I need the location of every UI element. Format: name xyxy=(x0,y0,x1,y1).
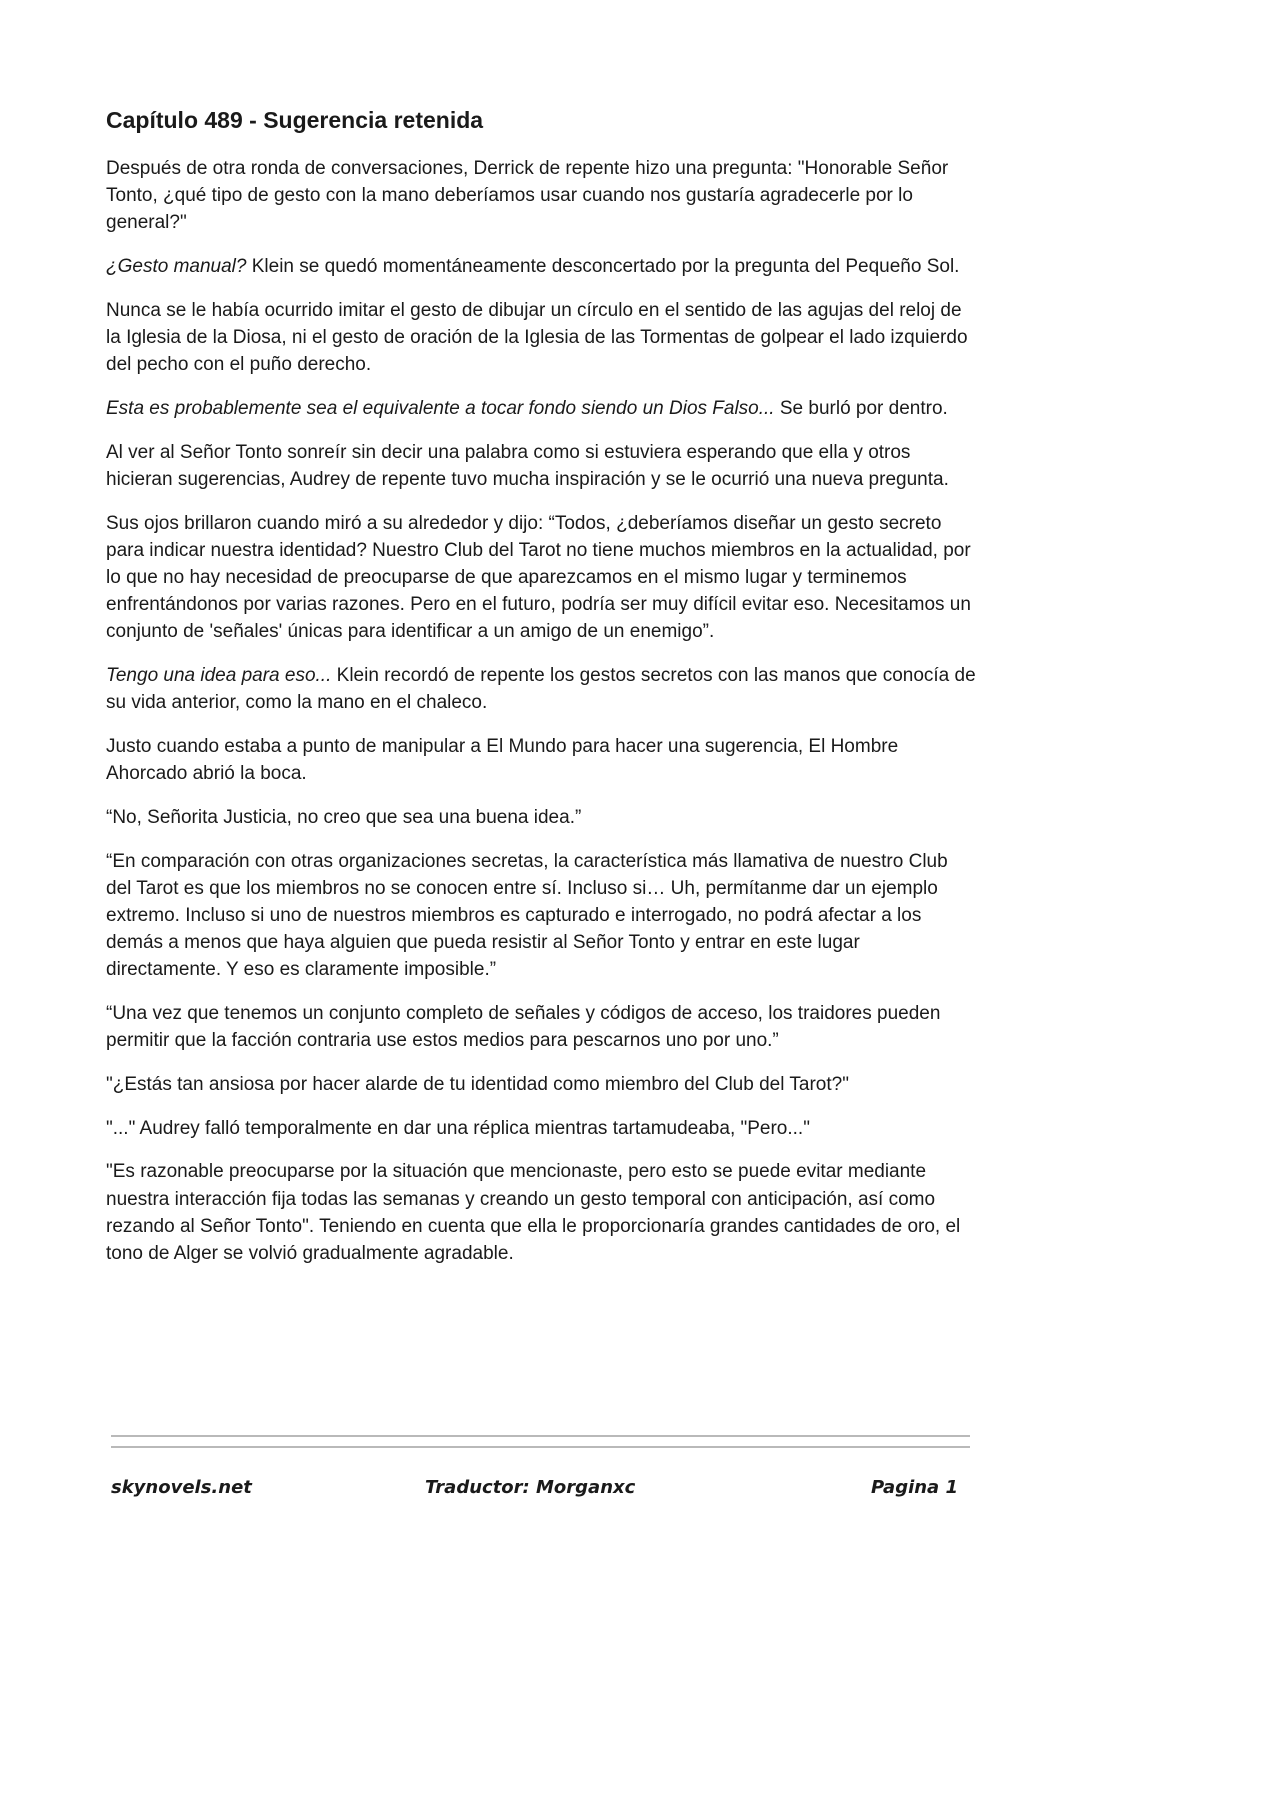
paragraph-text: “No, Señorita Justicia, no creo que sea una buena idea.” xyxy=(106,806,582,828)
chapter-body xyxy=(106,155,978,1267)
paragraph xyxy=(106,395,978,422)
paragraph-text: Se burló por dentro. xyxy=(774,397,948,419)
paragraph xyxy=(106,1000,978,1054)
paragraph xyxy=(106,804,978,831)
paragraph xyxy=(106,1158,978,1267)
paragraph-text: Klein se quedó momentáneamente desconcertado por la pregunta del Pequeño Sol. xyxy=(246,256,960,278)
paragraph-text: Sus ojos brillaron cuando miró a su alrededor y dijo: “Todos, ¿deberíamos diseñar un gesto secreto para indicar nuestra identidad? Nuestro Club del Tarot no tiene muchos miembros en la actualidad, por lo que no hay necesidad de preocuparse de que aparezcamos en el mismo lugar y terminemos enfrentándonos por varias razones. Pero en el futuro, podría ser muy difícil evitar eso. Necesitamos un conjunto de 'señales' únicas para identificar a un amigo de un enemigo”. xyxy=(106,512,971,643)
paragraph-text: Después de otra ronda de conversaciones, Derrick de repente hizo una pregunta: "Honorable Señor Tonto, ¿qué tipo de gesto con la mano deberíamos usar cuando nos gustaría agradecerle por lo general?" xyxy=(106,158,949,234)
footer-divider-top xyxy=(111,1435,970,1437)
page-footer xyxy=(111,1473,970,1503)
footer-site-name: skynovels.net xyxy=(111,1477,252,1498)
paragraph xyxy=(106,662,978,716)
paragraph xyxy=(106,1115,978,1142)
paragraph-text: Justo cuando estaba a punto de manipular a El Mundo para hacer una sugerencia, El Hombre Ahorcado abrió la boca. xyxy=(106,735,899,785)
paragraph-text: "¿Estás tan ansiosa por hacer alarde de tu identidad como miembro del Club del Tarot?" xyxy=(106,1073,849,1095)
footer-translator: Traductor: Morganxc xyxy=(425,1477,636,1498)
italic-text: Esta es probablemente sea el equivalente a tocar fondo siendo un Dios Falso... xyxy=(106,397,775,419)
paragraph xyxy=(106,1071,978,1098)
italic-text: ¿Gesto manual? xyxy=(106,256,247,278)
paragraph xyxy=(106,155,978,237)
paragraph-text: “Una vez que tenemos un conjunto completo de señales y códigos de acceso, los traidores pueden permitir que la facción contraria use estos medios para pescarnos uno por uno.” xyxy=(106,1003,941,1052)
footer-page-number: Pagina 1 xyxy=(871,1477,958,1498)
page-content xyxy=(106,104,978,1284)
italic-text: Tengo una idea para eso... xyxy=(106,665,332,687)
paragraph xyxy=(106,733,978,787)
paragraph-text: Klein recordó de repente los gestos secretos con las manos que conocía de su vida anterior, como la mano en el chaleco. xyxy=(106,665,976,714)
paragraph xyxy=(106,439,978,493)
paragraph-text: "..." Audrey falló temporalmente en dar una réplica mientras tartamudeaba, "Pero..." xyxy=(106,1117,810,1139)
paragraph-text: "Es razonable preocuparse por la situación que mencionaste, pero esto se puede evitar mediante nuestra interacción fija todas las semanas y creando un gesto temporal con anticipación, así como rezando al Señor Tonto". Teniendo en cuenta que ella le proporcionaría grandes cantidades de oro, el tono de Alger se volvió gradualmente agradable. xyxy=(106,1161,961,1264)
chapter-title: Capítulo 489 - Sugerencia retenida xyxy=(106,107,484,133)
paragraph-text: Nunca se le había ocurrido imitar el gesto de dibujar un círculo en el sentido de las agujas del reloj de la Iglesia de la Diosa, ni el gesto de oración de la Iglesia de las Tormentas de golpear el lado izquierdo del pecho con el puño derecho. xyxy=(106,299,968,376)
paragraph-text: Al ver al Señor Tonto sonreír sin decir una palabra como si estuviera esperando que ella y otros hicieran sugerencias, Audrey de repente tuvo mucha inspiración y se le ocurrió una nueva pregunta. xyxy=(106,441,949,490)
paragraph xyxy=(106,253,978,280)
paragraph xyxy=(106,510,978,646)
footer-divider-bottom xyxy=(111,1446,970,1448)
paragraph xyxy=(106,848,978,984)
paragraph xyxy=(106,297,978,379)
paragraph-text: “En comparación con otras organizaciones secretas, la característica más llamativa de nuestro Club del Tarot es que los miembros no se conocen entre sí. Incluso si… Uh, permítanme dar un ejemplo extremo. Incluso si uno de nuestros miembros es capturado e interrogado, no podrá afectar a los demás a menos que haya alguien que pueda resistir al Señor Tonto y entrar en este lugar directamente. Y eso es claramente imposible.” xyxy=(106,850,948,981)
